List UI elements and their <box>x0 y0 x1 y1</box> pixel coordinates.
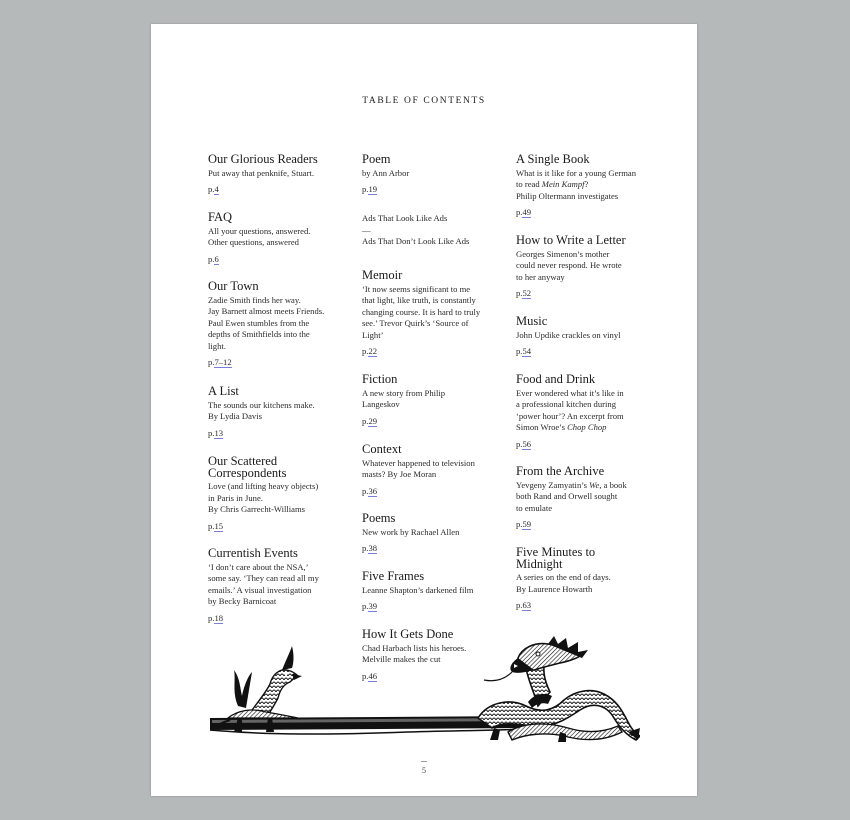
entry-description: ‘I don’t care about the NSA,’ some say. ‘They can read all my emails.’ A visual investigation by Becky Barnicoat <box>208 561 319 607</box>
entry-page[interactable]: p.49 <box>516 207 532 218</box>
toc-entry[interactable] <box>208 212 348 267</box>
toc-entry[interactable] <box>362 513 502 556</box>
toc-entry[interactable] <box>516 316 656 359</box>
entry-title[interactable]: Memoir <box>362 268 403 282</box>
entry-description: Zadie Smith finds her way. Jay Barnett almost meets Friends. Paul Ewen stumbles from the depths of Smithfields into the light. <box>208 294 325 351</box>
toc-entry[interactable] <box>362 154 502 197</box>
entry-description: Yevgeny Zamyatin’s We, a book both Rand and Orwell sought to emulate <box>516 479 627 513</box>
entry-page[interactable]: p.56 <box>516 438 532 449</box>
entry-page[interactable]: p.7–12 <box>208 357 232 368</box>
entry-description: Georges Simenon’s mother could never respond. He wrote to her anyway <box>516 248 622 282</box>
entry-title[interactable]: Our Scattered Correspondents <box>208 454 287 480</box>
entry-page[interactable]: p.29 <box>362 415 378 426</box>
entry-description: ‘It now seems significant to me that light, like truth, is constantly changing course. It is hard to truly see.’ Trevor Quirk’s ‘Source of Light’ <box>362 283 481 340</box>
entry-title[interactable]: Five Minutes to Midnight <box>516 545 596 571</box>
entry-page[interactable]: p.54 <box>516 346 532 357</box>
entry-title[interactable]: FAQ <box>208 210 233 224</box>
toc-entry[interactable] <box>208 548 348 626</box>
entry-description: New work by Rachael Allen <box>362 526 460 537</box>
toc-entry[interactable] <box>208 154 348 197</box>
entry-title[interactable]: A Single Book <box>516 152 590 166</box>
entry-title[interactable]: Poems <box>362 511 396 525</box>
entry-title[interactable]: Five Frames <box>362 569 425 583</box>
toc-entry[interactable] <box>362 374 502 429</box>
entry-description: A series on the end of days. By Laurence Howarth <box>516 572 611 594</box>
entry-description: Leanne Shapton’s darkened film <box>362 584 474 595</box>
entry-page[interactable]: p.6 <box>208 253 219 264</box>
entry-description: Put away that penknife, Stuart. <box>208 167 314 178</box>
entry-page[interactable]: p.22 <box>362 346 378 357</box>
entry-description: John Updike crackles on vinyl <box>516 329 621 340</box>
page-number: 5 <box>422 766 426 775</box>
entry-description: The sounds our kitchens make. By Lydia Davis <box>208 399 315 422</box>
entry-title[interactable]: Currentish Events <box>208 546 298 560</box>
entry-title[interactable]: Our Glorious Readers <box>208 152 318 166</box>
toc-entry[interactable] <box>208 386 348 441</box>
entry-description: What is it like for a young German to read Mein Kampf? Philip Oltermann investigates <box>516 167 637 201</box>
magazine-page <box>151 24 697 796</box>
entry-page[interactable]: p.15 <box>208 520 224 531</box>
entry-page[interactable]: p.4 <box>208 184 219 195</box>
ads-entry <box>362 213 502 248</box>
entry-page[interactable]: p.13 <box>208 427 224 438</box>
toc-entry[interactable] <box>362 444 502 499</box>
ads-dont-look-like-ads: Ads That Don’t Look Like Ads <box>362 236 470 247</box>
ads-divider: — <box>362 224 371 235</box>
entry-title[interactable]: Context <box>362 442 402 456</box>
entry-title[interactable]: Food and Drink <box>516 372 596 386</box>
entry-title[interactable]: A List <box>208 384 239 398</box>
page-title: TABLE OF CONTENTS <box>362 96 486 106</box>
entry-page[interactable]: p.19 <box>362 184 378 195</box>
entry-title[interactable]: Poem <box>362 152 391 166</box>
ads-look-like-ads: Ads That Look Like Ads <box>362 213 448 223</box>
entry-description: Ever wondered what it’s like in a professional kitchen during ‘power hour’? An excerpt from Simon Wroe’s Chop Chop <box>516 387 624 433</box>
toc-entry[interactable] <box>362 270 502 359</box>
toc-entry[interactable] <box>516 466 656 532</box>
toc-entry[interactable] <box>208 281 348 370</box>
folio-mark <box>421 761 427 762</box>
entry-title[interactable]: How It Gets Done <box>362 627 454 641</box>
toc-entry[interactable] <box>208 456 348 534</box>
entry-page[interactable]: p.36 <box>362 485 378 496</box>
entry-page[interactable]: p.63 <box>516 600 532 611</box>
dragon-engraving-illustration <box>208 636 640 746</box>
entry-description: Chad Harbach lists his heroes. Melville makes the cut <box>362 642 467 665</box>
toc-entry[interactable] <box>516 235 656 301</box>
toc-entry[interactable] <box>516 374 656 452</box>
entry-description: Love (and lifting heavy objects) in Paris in June. By Chris Garrecht-Williams <box>208 481 319 515</box>
entry-page[interactable]: p.59 <box>516 519 532 530</box>
toc-entry[interactable] <box>516 154 656 220</box>
entry-page[interactable]: p.38 <box>362 543 378 554</box>
entry-description: A new story from Philip Langeskov <box>362 387 446 410</box>
entry-title[interactable]: Music <box>516 314 548 328</box>
entry-description: by Ann Arbor <box>362 167 410 178</box>
toc-entry[interactable] <box>362 571 502 614</box>
entry-page[interactable]: p.52 <box>516 288 532 299</box>
entry-title[interactable]: How to Write a Letter <box>516 233 626 247</box>
entry-description: All your questions, answered. Other questions, answered <box>208 225 311 248</box>
toc-entry[interactable] <box>516 547 656 613</box>
entry-description: Whatever happened to television masts? By Joe Moran <box>362 457 475 480</box>
entry-title[interactable]: From the Archive <box>516 464 605 478</box>
entry-page[interactable]: p.18 <box>208 612 224 623</box>
entry-page[interactable]: p.39 <box>362 601 378 612</box>
entry-title[interactable]: Fiction <box>362 372 398 386</box>
entry-page[interactable]: p.46 <box>362 670 378 681</box>
entry-title[interactable]: Our Town <box>208 279 259 293</box>
